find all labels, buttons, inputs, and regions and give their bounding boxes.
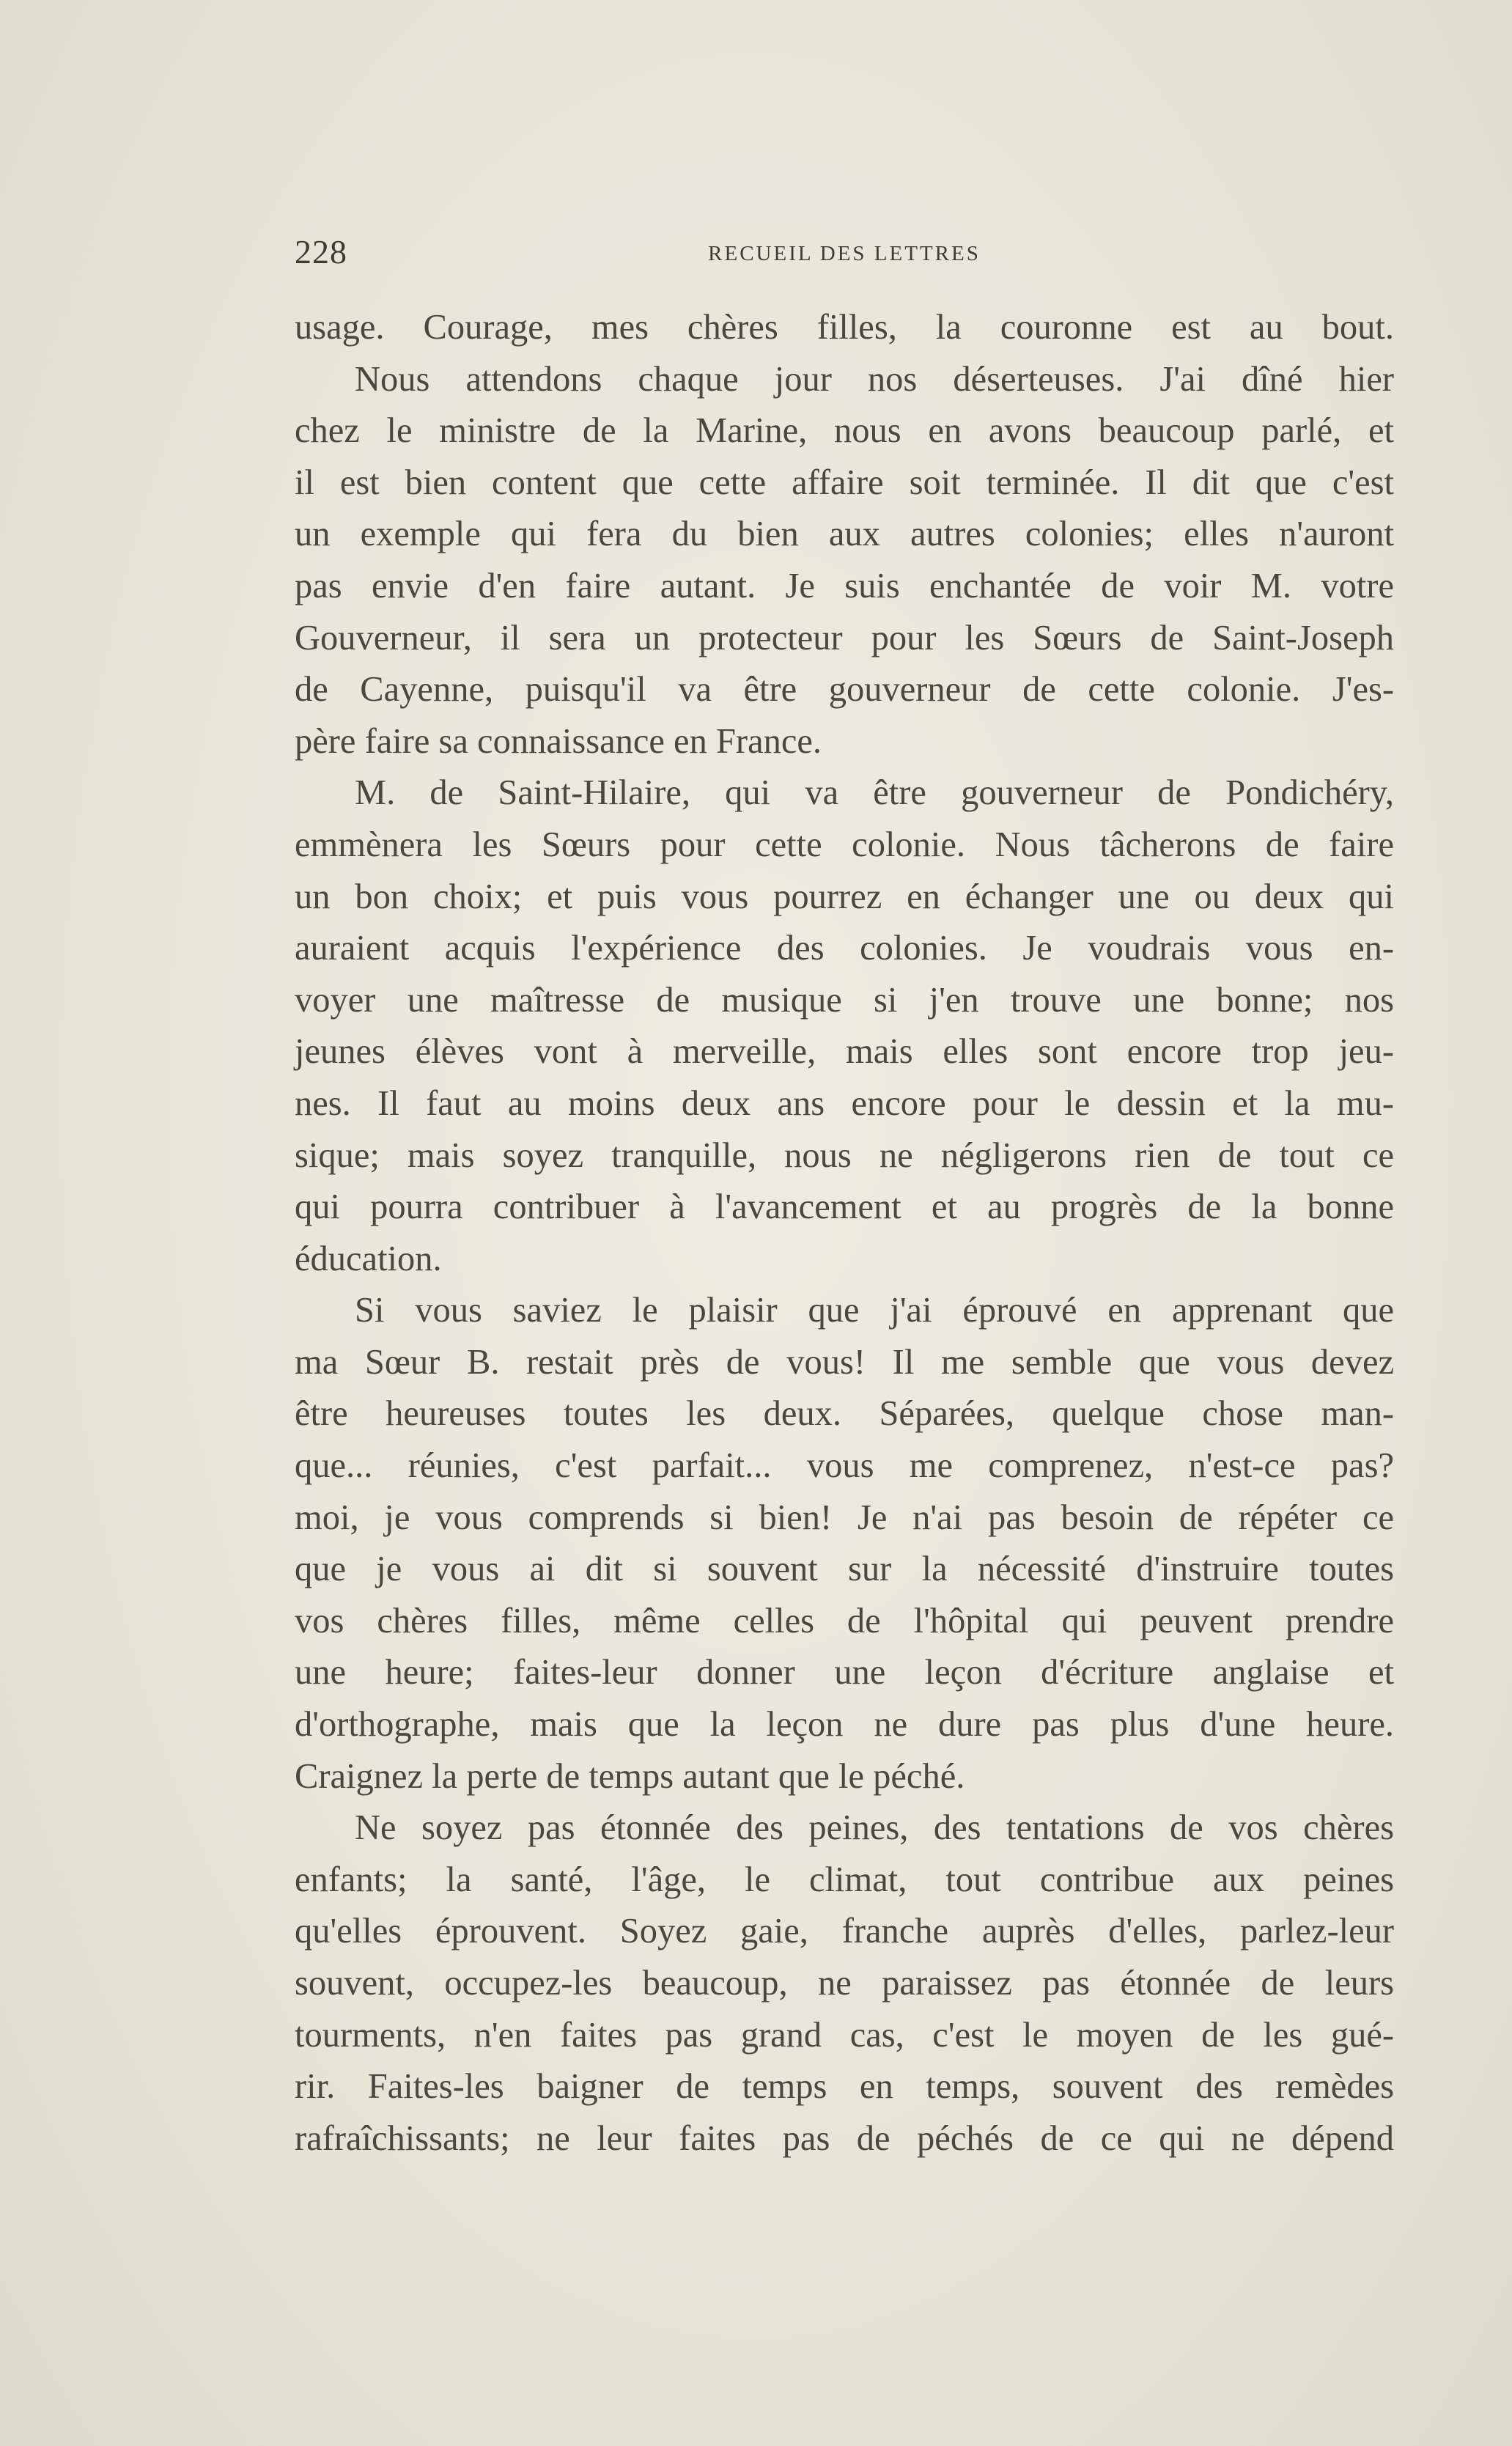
text-line: il est bien content que cette affaire soit terminée. Il dit que c'est [295, 463, 1394, 502]
page-number: 228 [295, 233, 347, 270]
running-head: RECUEIL DES LETTRES [708, 242, 981, 265]
text-line: qui pourra contribuer à l'avancement et au progrès de la bonne [295, 1187, 1394, 1227]
text-line: éducation. [295, 1239, 442, 1278]
text-line: auraient acquis l'expérience des colonies. Je voudrais vous en- [295, 929, 1394, 968]
text-line: chez le ministre de la Marine, nous en avons beaucoup parlé, et [295, 411, 1394, 451]
text-line: Gouverneur, il sera un protecteur pour les Sœurs de Saint-Joseph [295, 618, 1394, 657]
text-line: moi, je vous comprends si bien! Je n'ai pas besoin de répéter ce [295, 1498, 1394, 1537]
text-line: un bon choix; et puis vous pourrez en échanger une ou deux qui [295, 877, 1394, 916]
text-line: nes. Il faut au moins deux ans encore pour le dessin et la mu- [295, 1083, 1394, 1123]
text-line: que je vous ai dit si souvent sur la nécessité d'instruire toutes [295, 1550, 1394, 1589]
text-line: vos chères filles, même celles de l'hôpital qui peuvent prendre [295, 1601, 1394, 1640]
text-line: que... réunies, c'est parfait... vous me comprenez, n'est-ce pas? [295, 1446, 1394, 1486]
text-line: pas envie d'en faire autant. Je suis enchantée de voir M. votre [295, 566, 1394, 605]
text-line: voyer une maîtresse de musique si j'en trouve une bonne; nos [295, 980, 1394, 1020]
text-line: sique; mais soyez tranquille, nous ne négligerons rien de tout ce [295, 1135, 1394, 1175]
text-line: emmènera les Sœurs pour cette colonie. Nous tâcherons de faire [295, 825, 1394, 864]
text-line: de Cayenne, puisqu'il va être gouverneur de cette colonie. J'es- [295, 670, 1394, 710]
text-line: M. de Saint-Hilaire, qui va être gouverneur de Pondichéry, [355, 773, 1394, 813]
text-line: jeunes élèves vont à merveille, mais elles sont encore trop jeu- [295, 1032, 1394, 1072]
text-line: un exemple qui fera du bien aux autres colonies; elles n'auront [295, 515, 1394, 554]
page-header [295, 233, 1394, 271]
text-line: usage. Courage, mes chères filles, la couronne est au bout. [295, 308, 1394, 347]
text-line: rafraîchissants; ne leur faites pas de péchés de ce qui ne dépend [295, 2118, 1394, 2158]
text-line: qu'elles éprouvent. Soyez gaie, franche auprès d'elles, parlez-leur [295, 1912, 1394, 1951]
text-line: enfants; la santé, l'âge, le climat, tout contribue aux peines [295, 1860, 1394, 1899]
text-line: être heureuses toutes les deux. Séparées, quelque chose man- [295, 1394, 1394, 1434]
body-text [295, 302, 1394, 2165]
text-line: Ne soyez pas étonnée des peines, des tentations de vos chères [355, 1808, 1394, 1848]
text-line: rir. Faites-les baigner de temps en temps, souvent des remèdes [295, 2067, 1394, 2107]
text-line: ma Sœur B. restait près de vous! Il me semble que vous devez [295, 1342, 1394, 1382]
text-line: Craignez la perte de temps autant que le péché. [295, 1756, 965, 1796]
text-line: une heure; faites-leur donner une leçon d'écriture anglaise et [295, 1653, 1394, 1692]
text-line: souvent, occupez-les beaucoup, ne paraissez pas étonnée de leurs [295, 1964, 1394, 2003]
text-line: tourments, n'en faites pas grand cas, c'est le moyen de les gué- [295, 2015, 1394, 2055]
text-line: d'orthographe, mais que la leçon ne dure pas plus d'une heure. [295, 1705, 1394, 1745]
text-line: père faire sa connaissance en France. [295, 721, 822, 761]
text-line: Si vous saviez le plaisir que j'ai éprouvé en apprenant que [355, 1291, 1394, 1330]
text-line: Nous attendons chaque jour nos déserteuses. J'ai dîné hier [355, 359, 1394, 399]
